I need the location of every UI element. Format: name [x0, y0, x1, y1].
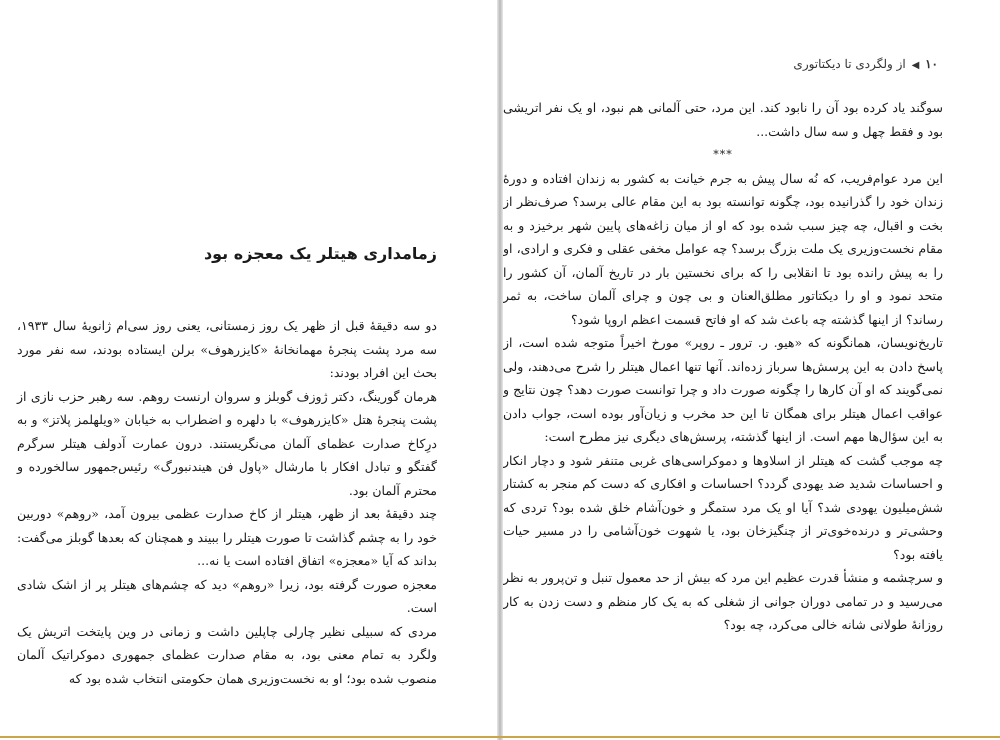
paragraph: هرمان گورینگ، دکتر ژوزف گوبلز و سروان ارنست روهم. سه رهبر حزب نازی از پشت پنجرهٔ هتل «کایزرهوف» با دلهره و اضطراب به خیابان «ویلهلمز پلاتز» و به درِکاخ صدارت عظمای آلمان می‌نگریستند. درون عمارت آدولف هیتلر سرگرم گفتگو و تبادل افکار با مارشال «پاول فن هیندنبورگ» رئیس‌جمهور سالخورده و محترم آلمان بود.: [17, 388, 437, 498]
bottom-border: [0, 736, 1000, 738]
paragraph: سوگند یاد کرده بود آن را نابود کند. این مرد، حتی آلمانی هم نبود، او یک نفر اتریشی بود و فقط چهل و سه سال داشت...: [503, 100, 943, 139]
right-page: [503, 0, 1000, 740]
paragraph: چند دقیقهٔ بعد از ظهر، هیتلر از کاخ صدارت عظمی بیرون آمد، «روهم» دوربین خود را به چشم گذاشت تا صورت هیتلر را ببیند و همچنان که بعدها گوبلز می‌گفت: بداند که آیا «معجزه» اتفاق افتاده است یا نه...: [17, 506, 437, 568]
paragraph: دو سه دقیقهٔ قبل از ظهر یک روز زمستانی، یعنی روز سی‌ام ژانویهٔ سال ۱۹۳۳، سه مرد پشت پنجرهٔ مهمانخانهٔ «کایزرهوف» برلن ایستاده بودند، سه نفر مورد بحث این افراد بودند:: [17, 318, 437, 380]
page-number: ۱۰: [925, 57, 938, 71]
section-separator: ***: [713, 148, 733, 161]
paragraph: چه موجب گشت که هیتلر از اسلاوها و دموکراسی‌های غربی متنفر شود و دچار انکار و احساسات شدید ضد یهودی گردد؟ احساسات و افکاری که دست کم منجر به کشتار شش‌میلیون یهودی شد؟ آیا او یک مرد ستمگر و خون‌آشام خلق شده بود؟ تردی که وحشی‌تر و درنده‌خوی‌تر از چنگیزخان بود، یا شهوت خون‌آشامی را در مسیر حیات یافته بود؟: [503, 452, 943, 562]
paragraph: و سرچشمه و منشأ قدرت عظیم این مرد که بیش از حد معمول تنبل و تن‌پرور به نظر می‌رسید و در تمامی دوران جوانی از شغلی که به یک کار منظم و دست زدن به کار روزانهٔ طولانی شانه خالی می‌کرد، چه بود؟: [503, 570, 943, 632]
left-page-body: [17, 314, 437, 690]
paragraph: معجزه صورت گرفته بود، زیرا «روهم» دید که چشم‌های هیتلر پر از اشک شادی است.: [17, 576, 437, 615]
left-page: [0, 0, 497, 740]
chapter-title: زمامداری هیتلر یک معجزه بود: [203, 244, 437, 263]
running-header: [558, 54, 938, 76]
paragraph: تاریخ‌نویسان، همانگونه که «هیو. ر. ترور ـ روپر» مورخ اخیراً متوجه شده است، از پاسخ دادن به این پرسش‌ها سرباز زده‌اند. آنها تنها اعمال هیتلر را شرح می‌دهند، ولی نمی‌گویند که او آن کارها را چگونه صورت داد و چرا توانست صورت دهد؟ چون نتایج و عواقب اعمال هیتلر برای همگان تا این حد مخرب و زیان‌آور بوده است، جواب دادن به این سؤال‌ها مهم است. از اینها گذشته، پرسش‌های دیگری نیز مطرح است:: [503, 335, 943, 444]
paragraph: مردی که سبیلی نظیر چارلی چاپلین داشت و زمانی در وین پایتخت اتریش یک ولگرد به تمام معنی بود، به مقام صدارت عظمای جمهوری دموکراتیک آلمان منصوب شده بود؛ او به نخست‌وزیری همان حکومتی انتخاب شده بود که: [17, 623, 437, 686]
paragraph: این مرد عوام‌فریب، که نُه سال پیش به جرم خیانت به کشور به زندان افتاده و دورهٔ زندان خود را گذرانیده بود، چگونه توانسته بود به این مقام عالی برسد؟ صرف‌نظر از بخت و اقبال، چه چیز سبب شده بود که او از میان زاغه‌های پایین شهر برخیزد و به مقام نخست‌وزیری یک ملت بزرگ برسد؟ چه عوامل مخفی عقلی و فکری و ارادی، او را به پیش رانده بود تا انقلابی را که برای نخستین بار در تاریخ آلمان، آن کشور را متحد نمود و او را دیکتاتور مطلق‌العنان و بی چون و چرای آلمان ساخت، به ثمر رساند؟ از اینها گذشته چه باعث شد که او فاتح قسمت اعظم اروپا شود؟: [503, 170, 943, 327]
triangle-icon: ◀: [911, 60, 920, 71]
running-title: از ولگردی تا دیکتاتوری: [793, 57, 906, 71]
right-page-body: [503, 96, 943, 637]
